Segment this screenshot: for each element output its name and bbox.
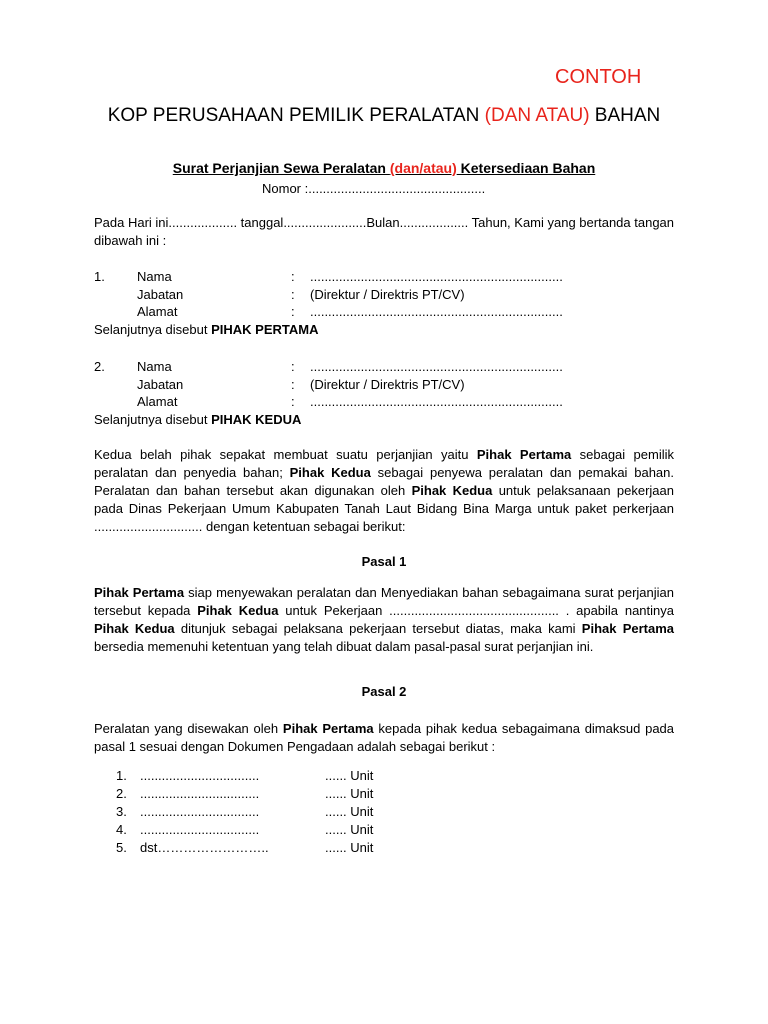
para-run: Kedua belah pihak sepakat membuat suatu perjanjian yaitu	[94, 447, 477, 462]
para-run-bold: Pihak Kedua	[94, 621, 175, 636]
field-value: (Direktur / Direktris PT/CV)	[310, 376, 465, 392]
closing-party-name: PIHAK PERTAMA	[211, 321, 319, 337]
field-colon: :	[291, 394, 295, 409]
field-label: Nama	[137, 359, 172, 374]
party-row	[94, 358, 694, 376]
para-run-bold: Pihak Pertama	[282, 721, 374, 736]
para-run: Peralatan yang disewakan oleh	[94, 721, 283, 736]
pasal-2-body	[94, 720, 674, 756]
party-row	[94, 286, 694, 304]
opening-paragraph: Pada Hari ini................... tanggal.......................Bulan................... Tahun, Kami yang bertanda tangan dibawah ini :	[94, 215, 675, 248]
item-number: 1.	[116, 768, 127, 783]
letterhead-red: (DAN ATAU)	[484, 105, 590, 126]
field-value: ......................................................................	[310, 359, 563, 374]
party-number: 1.	[94, 269, 105, 284]
party-row	[94, 303, 694, 321]
item-number: 2.	[116, 786, 127, 801]
closing-text: Selanjutnya disebut	[94, 321, 212, 337]
party-row	[94, 268, 694, 286]
pasal-2-heading: Pasal 2	[361, 684, 407, 699]
field-label: Nama	[137, 269, 172, 284]
party-row	[94, 376, 694, 394]
para-run: sebagai penyewa peralatan dan pemakai bahan. Peralatan dan bahan tersebut akan digunakan oleh	[94, 465, 674, 498]
title-part1: Surat Perjanjian Sewa Peralatan	[172, 160, 390, 176]
item-number: 3.	[116, 804, 127, 819]
para-run: ditunjuk sebagai pelaksana pekerjaan tersebut diatas, maka kami	[174, 621, 582, 636]
field-label: Jabatan	[137, 376, 184, 392]
item-unit: ...... Unit	[325, 822, 374, 837]
field-colon: :	[291, 304, 295, 319]
item-description: dst……………………..	[140, 840, 269, 855]
field-label: Alamat	[137, 394, 178, 409]
party-closing	[94, 411, 694, 429]
item-description: .................................	[140, 804, 260, 819]
party-row	[94, 393, 694, 411]
contoh-label: CONTOH	[555, 66, 642, 88]
field-colon: :	[291, 269, 295, 284]
field-label: Jabatan	[137, 286, 184, 302]
para-run-bold: Pihak Pertama	[94, 585, 185, 600]
field-value: ......................................................................	[310, 269, 563, 284]
item-description: .................................	[140, 768, 260, 783]
pasal-1-body	[94, 584, 674, 656]
para-run: untuk Pekerjaan ............................................... . apabila nantinya	[278, 603, 674, 618]
item-description: .................................	[140, 786, 260, 801]
para-run: siap menyewakan peralatan dan Menyediakan bahan sebagaimana surat perjanjian tersebut kepada	[94, 585, 674, 618]
para-run-bold: Pihak Kedua	[289, 465, 371, 480]
para-run-bold: Pihak Pertama	[476, 447, 572, 462]
document-number: Nomor :.................................................	[262, 181, 486, 196]
field-value: ......................................................................	[310, 394, 563, 409]
field-value: ......................................................................	[310, 304, 563, 319]
item-number: 4.	[116, 822, 127, 837]
para-run: kepada pihak kedua sebagaimana dimaksud pada pasal 1 sesuai dengan Dokumen Pengadaan adalah sebagai berikut :	[94, 721, 675, 754]
letterhead-part2: BAHAN	[589, 105, 661, 126]
document-title	[0, 160, 768, 176]
party-number: 2.	[94, 359, 105, 374]
para-run: sebagai pemilik peralatan dan penyedia bahan;	[94, 447, 674, 480]
para-run-bold: Pihak Pertama	[581, 621, 675, 636]
agreement-paragraph	[94, 446, 674, 536]
party-block-1	[94, 268, 694, 338]
title-part2: Ketersediaan Bahan	[456, 160, 596, 176]
item-unit: ...... Unit	[325, 786, 374, 801]
title-red: (dan/atau)	[389, 160, 457, 176]
field-colon: :	[291, 359, 295, 374]
party-closing	[94, 321, 694, 339]
item-number: 5.	[116, 840, 127, 855]
field-colon: :	[291, 376, 295, 392]
closing-text: Selanjutnya disebut	[94, 411, 212, 427]
item-unit: ...... Unit	[325, 840, 374, 855]
pasal-1-heading: Pasal 1	[361, 554, 407, 569]
item-unit: ...... Unit	[325, 768, 374, 783]
item-unit: ...... Unit	[325, 804, 374, 819]
field-label: Alamat	[137, 304, 178, 319]
party-block-2	[94, 358, 694, 428]
para-run: bersedia memenuhi ketentuan yang telah dibuat dalam pasal-pasal surat perjanjian ini.	[94, 639, 594, 654]
field-value: (Direktur / Direktris PT/CV)	[310, 286, 465, 302]
closing-party-name: PIHAK KEDUA	[211, 411, 302, 427]
para-run-bold: Pihak Kedua	[411, 483, 493, 498]
para-run: untuk pelaksanaan pekerjaan pada Dinas Pekerjaan Umum Kabupaten Tanah Laut Bidang Bina Marga untuk paket perkerjaan .............................. dengan ketentuan sebagai berikut:	[94, 483, 674, 534]
item-description: .................................	[140, 822, 260, 837]
para-run-bold: Pihak Kedua	[197, 603, 279, 618]
field-colon: :	[291, 286, 295, 302]
letterhead-part1: KOP PERUSAHAAN PEMILIK PERALATAN	[107, 105, 485, 126]
letterhead-title	[0, 105, 768, 127]
